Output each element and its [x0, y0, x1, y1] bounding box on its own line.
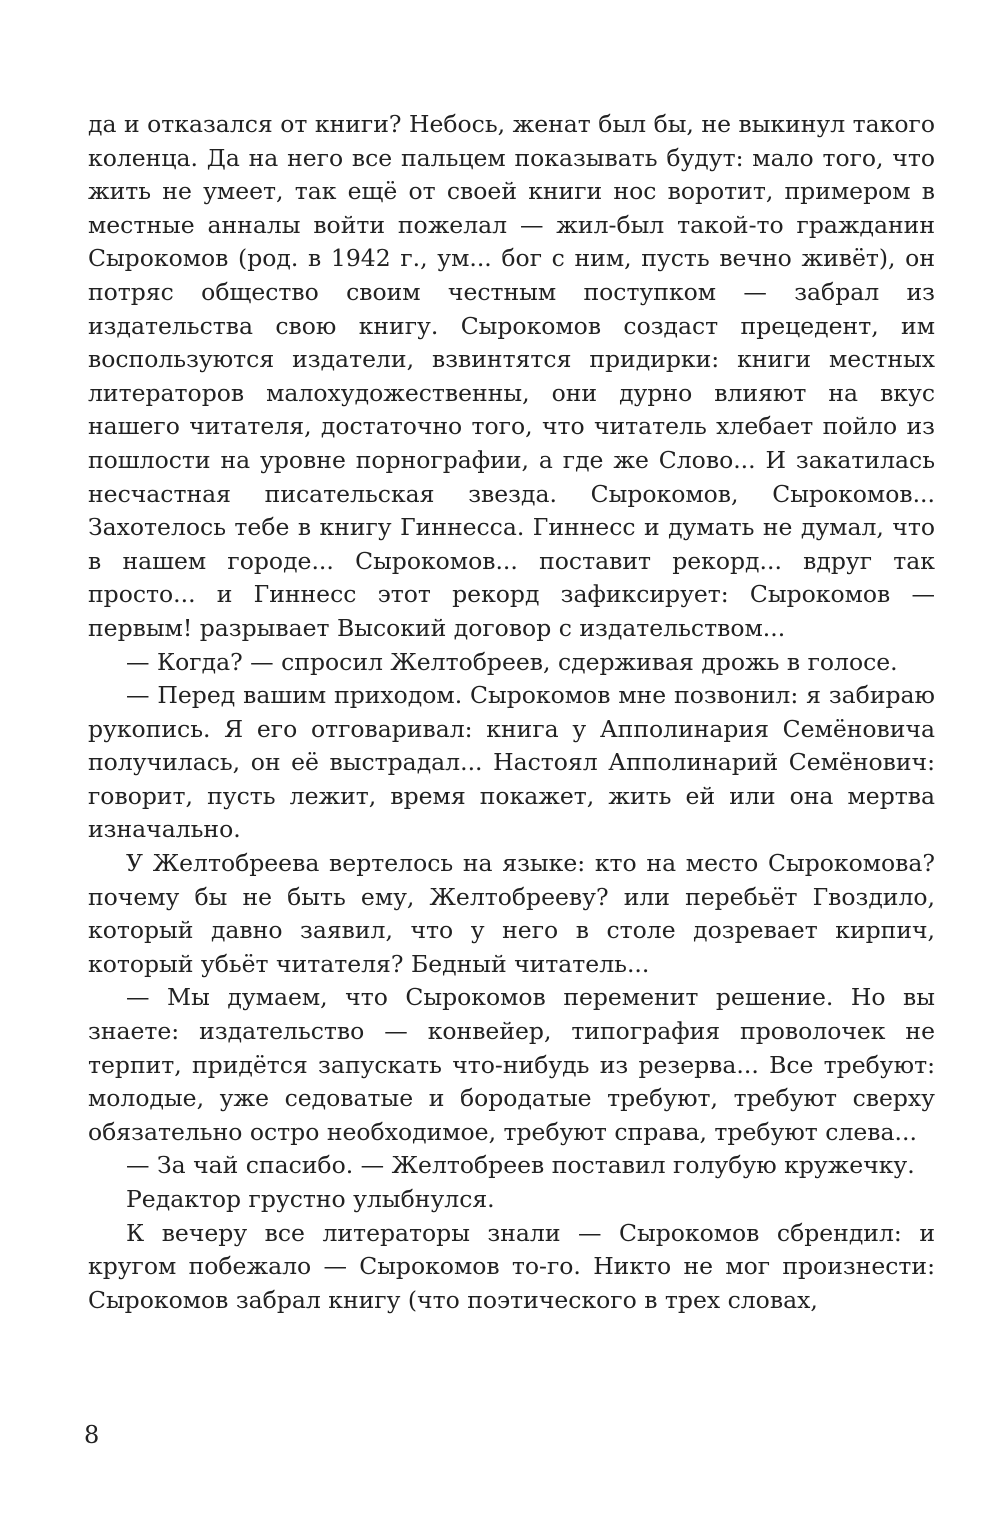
paragraph-continuation: да и отказался от книги? Небось, женат был бы, не выкинул такого коленца. Да на него все пальцем показывать будут: мало того, что жить не умеет, так ещё от своей книги нос воротит, примером в местные анналы войти пожелал — жил-был такой-то гражданин Сырокомов (род. в 1942 г., ум... бог с ним, пусть вечно живёт), он потряс общество своим честным поступком — забрал из издательства свою книгу. Сырокомов создаст прецедент, им воспользуются издатели, взвинтятся придирки: книги местных литераторов малохудожественны, они дурно влияют на вкус нашего читателя, достаточно того, что читатель хлебает пойло из пошлости на уровне порнографии, а где же Слово... И закатилась несчастная писательская звезда. Сырокомов, Сырокомов... Захотелось тебе в книгу Гиннесса. Гиннесс и думать не думал, что в нашем городе... Сырокомов... поставит рекорд... вдруг так просто... и Гиннесс этот рекорд зафиксирует: Сырокомов — первым! разрывает Высокий договор с издательством...: [88, 110, 935, 642]
paragraph-editor-smiled: Редактор грустно улыбнулся.: [126, 1185, 495, 1213]
paragraph-dialogue-thanks: — За чай спасибо. — Желтобреев поставил голубую кружечку.: [126, 1151, 915, 1180]
paragraph-evening: К вечеру все литераторы знали — Сырокомов сбрендил: и кругом побежало — Сырокомов то-го. Никто не мог произнести: Сырокомов забрал книгу (что поэтического в трех словах,: [88, 1218, 935, 1314]
page-number: 8: [84, 1421, 100, 1449]
paragraph-dialogue-when: — Когда? — спросил Желтобреев, сдерживая дрожь в голосе.: [126, 647, 898, 676]
paragraph-dialogue-before-arrival: — Перед вашим приходом. Сырокомов мне позвонил: я забираю рукопись. Я его отговаривал: книга у Апполинария Семёновича получилась, он её выстрадал... Настоял Апполинарий Семёнович: говорит, пусть лежит, время покажет, жить ей или она мертва изначально.: [88, 681, 935, 844]
body-text: [88, 108, 935, 1317]
paragraph-dialogue-we-think: — Мы думаем, что Сырокомов переменит решение. Но вы знаете: издательство — конвейер, типография проволочек не терпит, придётся запускать что-нибудь из резерва... Все требуют: молодые, уже седоватые и бородатые требуют, требуют сверху обязательно остро необходимое, требуют справа, требуют слева...: [88, 983, 935, 1146]
paragraph-narration-thoughts: У Желтобреева вертелось на языке: кто на место Сырокомова? почему бы не быть ему, Желтобрееву? или перебьёт Гвоздило, который давно заявил, что у него в столе дозревает кирпич, который убьёт читателя? Бедный читатель...: [88, 849, 935, 978]
